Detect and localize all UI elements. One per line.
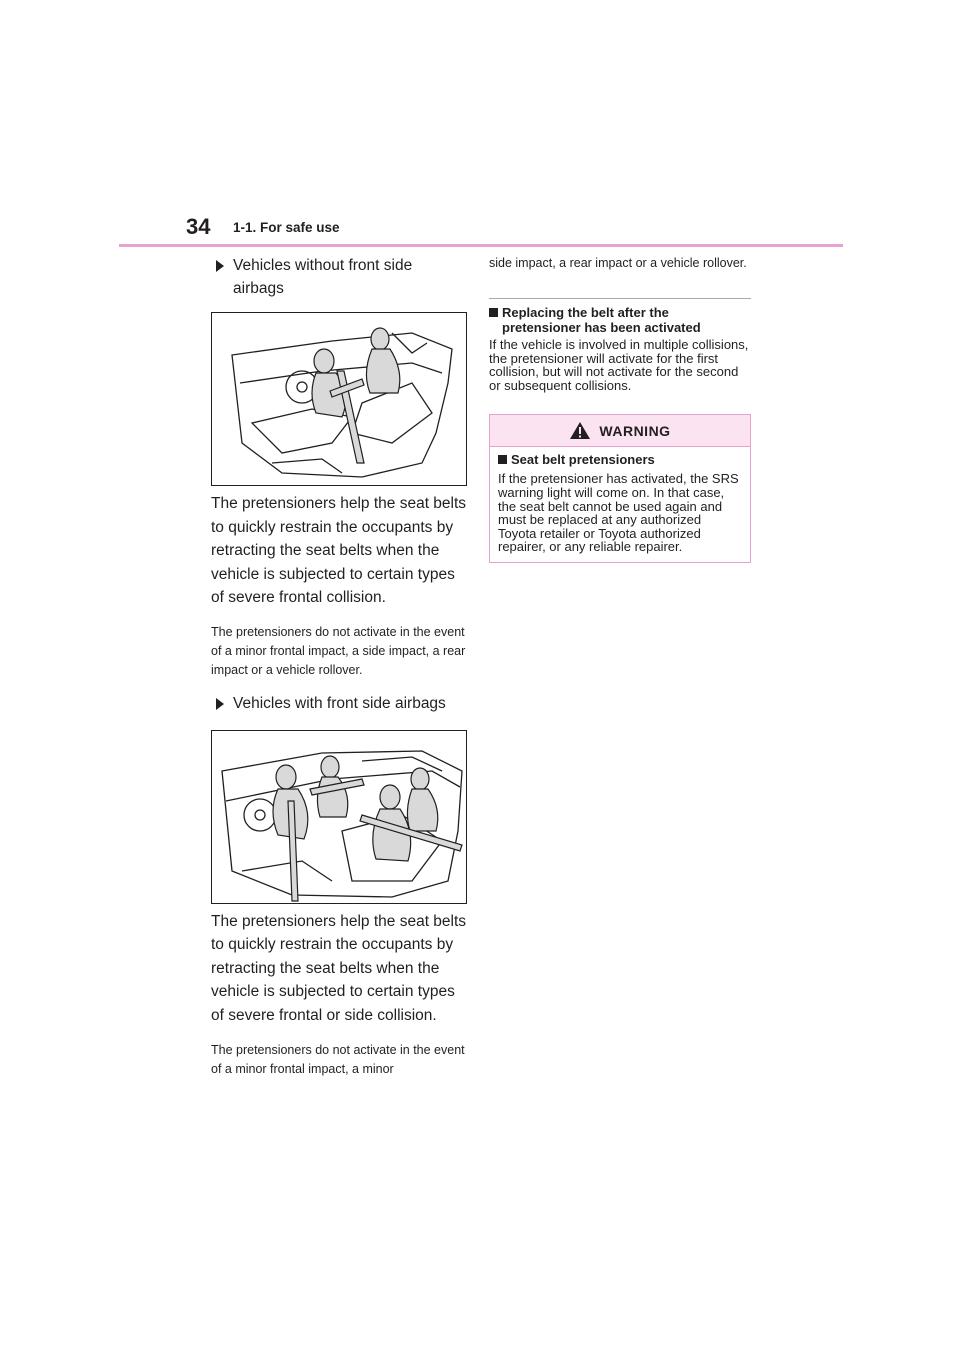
triangle-bullet-icon	[216, 698, 224, 710]
warning-body	[490, 447, 750, 562]
heading-no-side-airbags	[211, 254, 441, 300]
illustration-no-side-airbags	[211, 312, 467, 486]
warning-label: WARNING	[599, 422, 671, 439]
left-column	[211, 254, 473, 1079]
warning-text: If the pretensioner has activated, the SRS warning light will come on. In that case, the seat belt cannot be used again and must be replaced at any authorized Toyota retailer or Toyota authorized repairer, or any reliable repairer.	[498, 471, 739, 555]
replace-belt-text: If the vehicle is involved in multiple collisions, the pretensioner will activate for the first collision, but will not activate for the second or subsequent collisions.	[489, 337, 749, 393]
heading-with-side-airbags	[211, 692, 473, 715]
section-divider	[489, 298, 751, 299]
warning-box	[489, 414, 751, 563]
paragraph-with-side-airbags: The pretensioners help the seat belts to quickly restrain the occupants by retracting the seat belts when the vehicle is subjected to certain types of severe frontal or side collision.	[211, 912, 467, 1024]
right-column	[489, 254, 753, 563]
header-rule	[119, 244, 843, 247]
triangle-bullet-icon	[216, 260, 224, 272]
warning-sub-heading-text: Seat belt pretensioners	[511, 452, 655, 468]
heading-text: Vehicles without front side airbags	[233, 257, 413, 297]
square-bullet-icon	[489, 308, 498, 317]
heading-text: Vehicles with front side airbags	[233, 694, 446, 712]
note-with-side-airbags-part2: side impact, a rear impact or a vehicle rollover.	[489, 256, 747, 270]
square-bullet-icon	[498, 455, 507, 464]
car-interior-illustration	[212, 731, 467, 904]
illustration-with-side-airbags	[211, 730, 467, 904]
car-interior-illustration	[212, 313, 467, 486]
paragraph-no-side-airbags: The pretensioners help the seat belts to quickly restrain the occupants by retracting the seat belts when the vehicle is subjected to certain types of severe frontal collision.	[211, 495, 467, 606]
section-title: 1-1. For safe use	[233, 220, 340, 235]
note-with-side-airbags-part1: The pretensioners do not activate in the event of a minor frontal impact, a minor	[211, 1043, 465, 1076]
warning-header	[490, 415, 750, 447]
note-no-side-airbags: The pretensioners do not activate in the event of a minor frontal impact, a side impact, a rear impact or a vehicle rollover.	[211, 624, 466, 677]
replace-belt-heading-text: Replacing the belt after the pretensioner has been activated	[502, 305, 701, 335]
page-number: 34	[186, 214, 211, 239]
warning-triangle-icon	[569, 421, 591, 440]
warning-sub-heading	[498, 452, 744, 467]
replace-belt-heading	[489, 305, 751, 335]
